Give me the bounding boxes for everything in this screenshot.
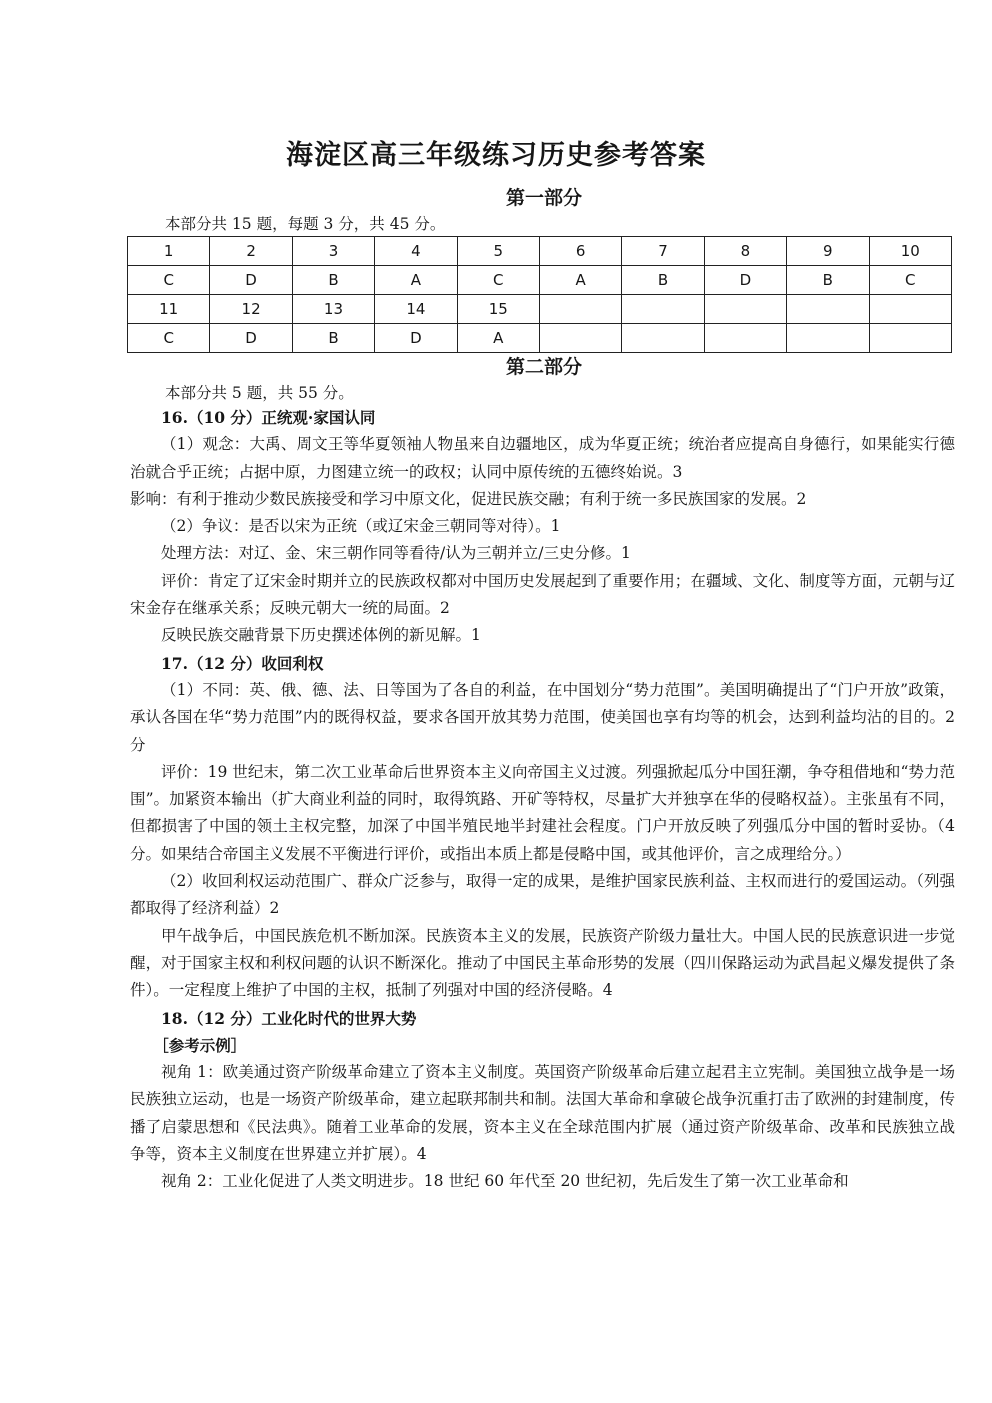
q17-paragraph: 评价：19 世纪末，第二次工业革命后世界资本主义向帝国主义过渡。列强掀起瓜分中国狂潮，争夺租借地和“势力范围”。加紧资本输出（扩大商业利益的同时，取得筑路、开矿等特权，尽量扩大并独享在华的侵略权益）。主张虽有不同，但都损害了中国的领土主权完整，加深了中国半殖民地半封建社会程度。门户开放反映了列强瓜分中国的暂时妥协。（4 分。如果结合帝国主义发展不平衡进行评价，或指出本质上都是侵略中国，或其他评价，言之成理给分。） xyxy=(130,762,955,863)
q18-paragraph: 视角 1：欧美通过资产阶级革命建立了资本主义制度。英国资产阶级革命后建立起君主立宪制。美国独立战争是一场民族独立运动，也是一场资产阶级革命，建立起联邦制共和制。法国大革命和拿破仑战争沉重打击了欧洲的封建制度，传播了启蒙思想和《民法典》。随着工业革命的发展，资本主义在全球范围内扩展（通过资产阶级革命、改革和民族独立战争等，资本主义制度在世界建立并扩展）。4 xyxy=(130,1063,955,1164)
q16-paragraph: 反映民族交融背景下历史撰述体例的新见解。1 xyxy=(161,626,481,645)
table-row xyxy=(128,324,952,353)
q16-paragraph: 处理方法：对辽、金、宋三朝作同等看待/认为三朝并立/三史分修。1 xyxy=(161,544,631,563)
answer-cell: C xyxy=(457,266,539,295)
question-number-cell: 7 xyxy=(622,237,704,266)
part-one-note: 本部分共 15 题，每题 3 分，共 45 分。 xyxy=(165,215,446,233)
answer-cell: B xyxy=(787,266,869,295)
answer-cell: B xyxy=(292,324,374,353)
answer-cell: A xyxy=(539,266,621,295)
part-two-note: 本部分共 5 题，共 55 分。 xyxy=(165,384,354,402)
answer-cell xyxy=(787,324,869,353)
question-number-cell xyxy=(539,295,621,324)
question-number-cell: 6 xyxy=(539,237,621,266)
question-18-heading: 18.（12 分）工业化时代的世界大势 xyxy=(161,1008,417,1028)
question-16-heading: 16.（10 分）正统观·家国认同 xyxy=(161,408,376,427)
table-row xyxy=(128,266,952,295)
q18-paragraph: 视角 2：工业化促进了人类文明进步。18 世纪 60 年代至 20 世纪初，先后发生了第一次工业革命和 xyxy=(161,1172,849,1191)
answer-cell xyxy=(869,324,951,353)
answer-cell: C xyxy=(869,266,951,295)
q16-paragraph: 评价：肯定了辽宋金时期并立的民族政权都对中国历史发展起到了重要作用；在疆域、文化、制度等方面，元朝与辽宋金存在继承关系；反映元朝大一统的局面。2 xyxy=(130,571,955,618)
question-17-heading: 17.（12 分）收回利权 xyxy=(161,653,324,673)
answer-cell: A xyxy=(375,266,457,295)
question-number-cell xyxy=(622,295,704,324)
question-number-cell: 2 xyxy=(210,237,292,266)
question-number-cell xyxy=(704,295,786,324)
question-number-cell: 5 xyxy=(457,237,539,266)
answer-cell: B xyxy=(622,266,704,295)
answer-table xyxy=(127,236,952,353)
question-number-cell: 8 xyxy=(704,237,786,266)
answer-cell xyxy=(539,324,621,353)
question-number-cell: 11 xyxy=(128,295,210,324)
question-number-cell: 15 xyxy=(457,295,539,324)
answer-cell: A xyxy=(457,324,539,353)
question-number-cell: 10 xyxy=(869,237,951,266)
question-number-cell: 1 xyxy=(128,237,210,266)
question-number-cell xyxy=(787,295,869,324)
answer-cell: B xyxy=(292,266,374,295)
part-one-heading: 第一部分 xyxy=(505,187,582,209)
part-two-heading: 第二部分 xyxy=(505,356,582,378)
question-number-cell xyxy=(869,295,951,324)
question-number-cell: 9 xyxy=(787,237,869,266)
answer-cell: D xyxy=(704,266,786,295)
question-number-cell: 12 xyxy=(210,295,292,324)
question-number-cell: 14 xyxy=(375,295,457,324)
q17-paragraph: （1）不同：英、俄、德、法、日等国为了各自的利益，在中国划分“势力范围”。美国明确提出了“门户开放”政策，承认各国在华“势力范围”内的既得权益，要求各国开放其势力范围，使美国也享有均等的机会，达到利益均沾的目的。2 分 xyxy=(130,680,955,754)
answer-cell: D xyxy=(210,266,292,295)
question-number-cell: 3 xyxy=(292,237,374,266)
question-number-cell: 4 xyxy=(375,237,457,266)
q16-paragraph: （2）争议：是否以宋为正统（或辽宋金三朝同等对待）。1 xyxy=(161,517,561,536)
q17-paragraph: （2）收回利权运动范围广、群众广泛参与，取得一定的成果，是维护国家民族利益、主权而进行的爱国运动。（列强都取得了经济利益）2 xyxy=(130,872,955,918)
answer-cell: D xyxy=(210,324,292,353)
q17-paragraph: 甲午战争后，中国民族危机不断加深。民族资本主义的发展，民族资产阶级力量壮大。中国人民的民族意识进一步觉醒，对于国家主权和利权问题的认识不断深化。推动了中国民主革命形势的发展（四川保路运动为武昌起义爆发提供了条件）。一定程度上维护了中国的主权，抵制了列强对中国的经济侵略。4 xyxy=(130,926,955,1000)
q16-paragraph: （1）观念：大禹、周文王等华夏领袖人物虽来自边疆地区，成为华夏正统；统治者应提高自身德行，如果能实行德治就合乎正统；占据中原，力图建立统一的政权；认同中原传统的五德终始说。3 xyxy=(130,435,955,481)
answer-cell: C xyxy=(128,266,210,295)
question-number-cell: 13 xyxy=(292,295,374,324)
table-row xyxy=(128,295,952,324)
answer-cell xyxy=(622,324,704,353)
document-title: 海淀区高三年级练习历史参考答案 xyxy=(286,140,706,171)
reference-example-label: ［参考示例］ xyxy=(153,1035,247,1055)
table-row xyxy=(128,237,952,266)
answer-body xyxy=(130,404,955,1196)
answer-cell: D xyxy=(375,324,457,353)
answer-cell: C xyxy=(128,324,210,353)
q16-paragraph: 影响：有利于推动少数民族接受和学习中原文化，促进民族交融；有利于统一多民族国家的发展。2 xyxy=(130,489,807,508)
answer-cell xyxy=(704,324,786,353)
